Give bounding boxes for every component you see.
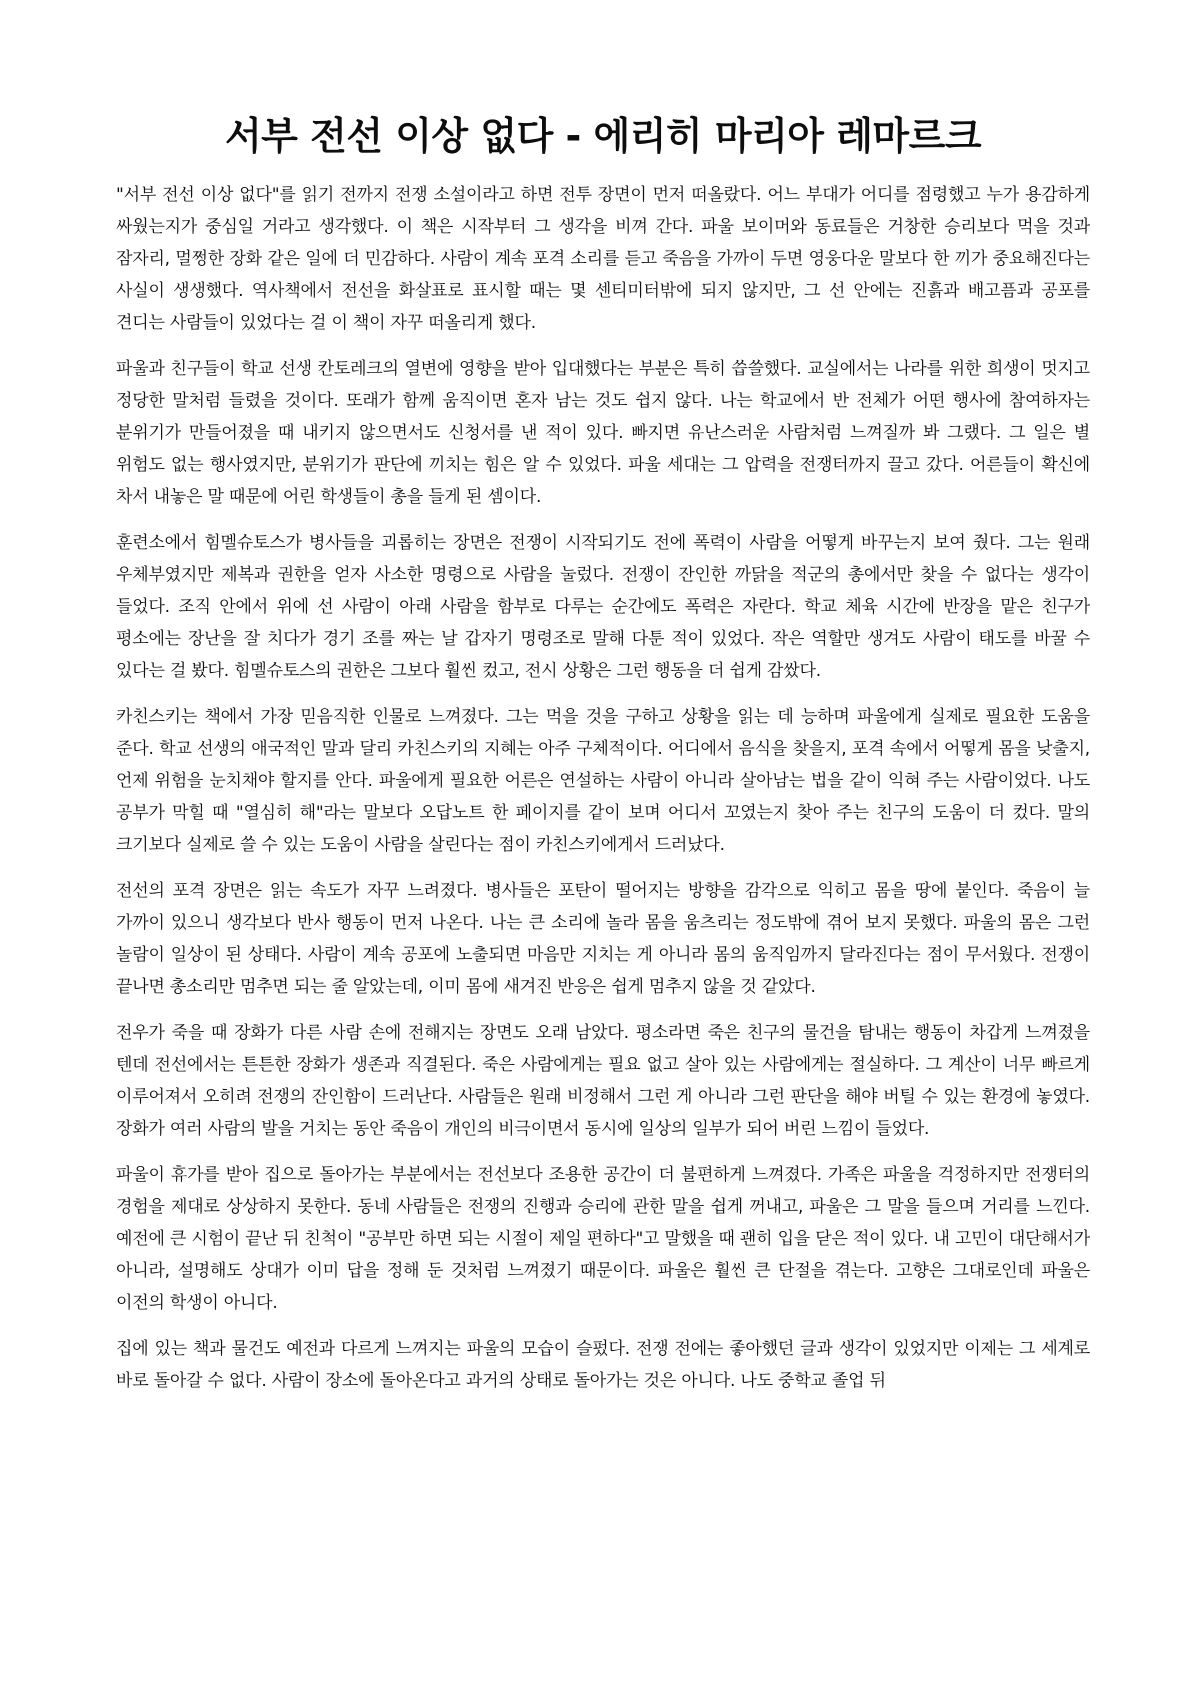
page-title: 서부 전선 이상 없다 - 에리히 마리아 레마르크 <box>224 114 982 158</box>
paragraph-7: 파울이 휴가를 받아 집으로 돌아가는 부분에서는 전선보다 조용한 공간이 더 불편하게 느껴졌다. 가족은 파울을 걱정하지만 전쟁터의 경험을 제대로 상상하지 못한다. 동네 사람들은 전쟁의 진행과 승리에 관한 말을 쉽게 꺼내고, 파울은 그 말을 들으며 거리를 느낀다. 예전에 큰 시험이 끝난 뒤 친척이 "공부만 하면 되는 시절이 제일 편하다"고 말했을 때 괜히 입을 닫은 적이 있다. 내 고민이 대단해서가 아니라, 설명해도 상대가 이미 답을 정해 둔 것처럼 느껴졌기 때문이다. 파울은 훨씬 큰 단절을 겪는다. 고향은 그대로인데 파울은 이전의 학생이 아니다. <box>116 1165 1090 1314</box>
document-body <box>116 179 1090 1397</box>
paragraph-5: 전선의 포격 장면은 읽는 속도가 자꾸 느려졌다. 병사들은 포탄이 떨어지는 방향을 감각으로 익히고 몸을 땅에 붙인다. 죽음이 늘 가까이 있으니 생각보다 반사 행동이 먼저 나온다. 나는 큰 소리에 놀라 몸을 움츠리는 정도밖에 겪어 보지 못했다. 파울의 몸은 그런 놀람이 일상이 된 상태다. 사람이 계속 공포에 노출되면 마음만 지치는 게 아니라 몸의 움직임까지 달라진다는 점이 무서웠다. 전쟁이 끝나면 총소리만 멈추면 되는 줄 알았는데, 이미 몸에 새겨진 반응은 쉽게 멈추지 않을 것 같았다. <box>116 881 1090 998</box>
paragraph-2: 파울과 친구들이 학교 선생 칸토레크의 열변에 영향을 받아 입대했다는 부분은 특히 씁쓸했다. 교실에서는 나라를 위한 희생이 멋지고 정당한 말처럼 들렸을 것이다. 또래가 함께 움직이면 혼자 남는 것도 쉽지 않다. 나는 학교에서 반 전체가 어떤 행사에 참여하자는 분위기가 만들어졌을 때 내키지 않으면서도 신청서를 낸 적이 있다. 빠지면 유난스러운 사람처럼 느껴질까 봐 그랬다. 그 일은 별 위험도 없는 행사였지만, 분위기가 판단에 끼치는 힘은 알 수 있었다. 파울 세대는 그 압력을 전쟁터까지 끌고 갔다. 어른들이 확신에 차서 내놓은 말 때문에 어린 학생들이 총을 들게 된 셈이다. <box>116 359 1090 508</box>
paragraph-3: 훈련소에서 힘멜슈토스가 병사들을 괴롭히는 장면은 전쟁이 시작되기도 전에 폭력이 사람을 어떻게 바꾸는지 보여 줬다. 그는 원래 우체부였지만 제복과 권한을 얻자 사소한 명령으로 사람을 눌렀다. 전쟁이 잔인한 까닭을 적군의 총에서만 찾을 수 없다는 생각이 들었다. 조직 안에서 위에 선 사람이 아래 사람을 함부로 다루는 순간에도 폭력은 자란다. 학교 체육 시간에 반장을 맡은 친구가 평소에는 장난을 잘 치다가 경기 조를 짜는 날 갑자기 명령조로 말해 다툰 적이 있었다. 작은 역할만 생겨도 사람이 태도를 바꿀 수 있다는 걸 봤다. 힘멜슈토스의 권한은 그보다 훨씬 컸고, 전시 상황은 그런 행동을 더 쉽게 감쌌다. <box>116 533 1090 682</box>
paragraph-1: "서부 전선 이상 없다"를 읽기 전까지 전쟁 소설이라고 하면 전투 장면이 먼저 떠올랐다. 어느 부대가 어디를 점령했고 누가 용감하게 싸웠는지가 중심일 거라고 생각했다. 이 책은 시작부터 그 생각을 비껴 간다. 파울 보이머와 동료들은 거창한 승리보다 먹을 것과 잠자리, 멀쩡한 장화 같은 일에 더 민감하다. 사람이 계속 포격 소리를 듣고 죽음을 가까이 두면 영웅다운 말보다 한 끼가 중요해진다는 사실이 생생했다. 역사책에서 전선을 화살표로 표시할 때는 몇 센티미터밖에 되지 않지만, 그 선 안에는 진흙과 배고픔과 공포를 견디는 사람들이 있었다는 걸 이 책이 자꾸 떠올리게 했다. <box>116 185 1090 334</box>
paragraph-8: 집에 있는 책과 물건도 예전과 다르게 느껴지는 파울의 모습이 슬펐다. 전쟁 전에는 좋아했던 글과 생각이 있었지만 이제는 그 세계로 바로 돌아갈 수 없다. 사람이 장소에 돌아온다고 과거의 상태로 돌아가는 것은 아니다. 나도 중학교 졸업 뒤 <box>116 1339 1090 1392</box>
paragraph-4: 카친스키는 책에서 가장 믿음직한 인물로 느껴졌다. 그는 먹을 것을 구하고 상황을 읽는 데 능하며 파울에게 실제로 필요한 도움을 준다. 학교 선생의 애국적인 말과 달리 카친스키의 지혜는 아주 구체적이다. 어디에서 음식을 찾을지, 포격 속에서 어떻게 몸을 낮출지, 언제 위험을 눈치채야 할지를 안다. 파울에게 필요한 어른은 연설하는 사람이 아니라 살아남는 법을 같이 익혀 주는 사람이었다. 나도 공부가 막힐 때 "열심히 해"라는 말보다 오답노트 한 페이지를 같이 보며 어디서 꼬였는지 찾아 주는 친구의 도움이 더 컸다. 말의 크기보다 실제로 쓸 수 있는 도움이 사람을 살린다는 점이 카친스키에게서 드러났다. <box>116 707 1090 856</box>
paragraph-6: 전우가 죽을 때 장화가 다른 사람 손에 전해지는 장면도 오래 남았다. 평소라면 죽은 친구의 물건을 탐내는 행동이 차갑게 느껴졌을 텐데 전선에서는 튼튼한 장화가 생존과 직결된다. 죽은 사람에게는 필요 없고 살아 있는 사람에게는 절실하다. 그 계산이 너무 빠르게 이루어져서 오히려 전쟁의 잔인함이 드러난다. 사람들은 원래 비정해서 그런 게 아니라 그런 판단을 해야 버틸 수 있는 환경에 놓였다. 장화가 여러 사람의 발을 거치는 동안 죽음이 개인의 비극이면서 동시에 일상의 일부가 되어 버린 느낌이 들었다. <box>116 1023 1090 1140</box>
